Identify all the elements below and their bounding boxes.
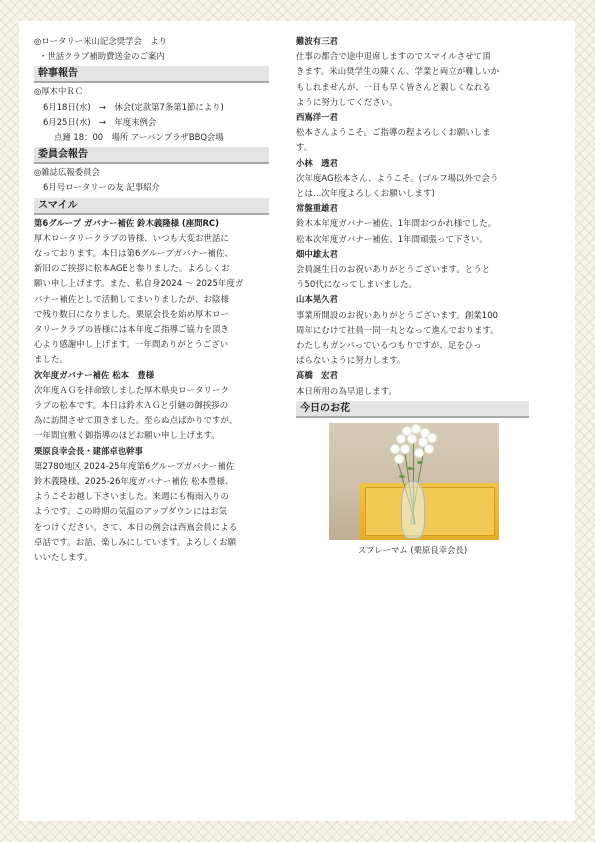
secretary-line: 6月18日(水) → 休会(定款第7条第1節により) — [43, 101, 224, 112]
smile-entry-text: 次年度ＡＧを拝命致しました厚木県央ロータリーク ラブの松本です。本日は鈴木ＡＧと引継の御挨拶の 為に訪問させて頂きました。至らぬ点ばかりですが、 一年間宜敷く御指導のほどお願い申し上げます。 — [34, 384, 238, 441]
flower-bloom — [412, 425, 420, 433]
intro-line: ◎ロータリー米山記念奨学会 より — [34, 36, 167, 46]
left-column — [34, 34, 269, 565]
committee-line: 6月号ロータリーの友 記事紹介 — [43, 182, 160, 193]
smile-entry-text: 第2780地区 2024-25年度第6グループガバナー補佐 鈴木義隆様、2025-26年度ガバナー補佐 松本豊様、 ようこそお越し下さいました。来週にも梅雨入りの ようです。この時期の気温のアップダウンにはお気 をつけください。さて、本日の例会は西嶌会員による 卓話です。お話、楽しみにしています。よろしくお願 いいたします。 — [34, 460, 238, 563]
smile-entry-text: 鈴木本年度ガバナー補佐、1年間おつかれ様でした。 松本次年度ガバナー補佐、1年間頑張って下さい。 — [296, 218, 497, 244]
smile-entry-text: 松本さんようこそ。ご指導の程よろしくお願いしま す。 — [296, 127, 491, 153]
section-heading-secretary: 幹事報告 — [34, 66, 269, 83]
smile-entry-name: 小林 透君 — [296, 157, 338, 168]
flower-bloom — [425, 445, 433, 453]
smile-entry-name: 次年度ガバナー補佐 松本 豊様 — [34, 369, 155, 380]
flower-bloom — [428, 434, 436, 442]
section-heading-flower: 今日のお花 — [296, 401, 529, 418]
flower-bloom — [395, 455, 403, 463]
smile-entry-name: 第6グループ ガバナー補佐 鈴木義隆様 (座間RC) — [34, 217, 219, 228]
section-heading-committee: 委員会報告 — [34, 147, 269, 164]
smile-entry-text: 事業所開設のお祝いありがとうございます。創業100 周年にむけて社員一同一丸となって進んでおります。 わたしもガンバっているつもりですが、足をひっ ぱらないように努力します。 — [296, 309, 499, 366]
smile-entry-name: 栗原良幸会長・建部卓也幹事 — [34, 445, 143, 456]
smile-entry-text: 会員誕生日のお祝いありがとうございます。とうと う50代になってしまいました。 — [296, 264, 491, 290]
flower-bloom — [401, 445, 409, 453]
flower-bloom — [415, 449, 423, 457]
flower-leaf — [417, 461, 423, 464]
secretary-line: 6月25日(水) → 年度末例会 — [43, 116, 157, 127]
smile-entry-name: 畑中雄太君 — [296, 248, 338, 259]
flower-bloom — [391, 445, 399, 453]
section-heading-smile: スマイル — [34, 198, 269, 215]
smile-entry-name: 西嶌洋一君 — [296, 112, 338, 123]
flower-leaf — [407, 467, 413, 470]
right-column — [296, 34, 529, 558]
secretary-club: ◎厚木中ＲＣ — [34, 86, 84, 97]
flower-bloom — [408, 435, 416, 443]
flower-photo — [329, 423, 499, 540]
intro-line: ・世話クラブ補助費送金のご案内 — [39, 51, 165, 62]
smile-entry-text: 仕事の都合で途中退席しますのでスマイルさせて頂 きます。米山奨学生の陳くん、学業と両立が難しいか もしれませんが、一日も早く皆さんと親しくなれる ように努力してください。 — [296, 51, 500, 107]
flower-bloom — [403, 427, 411, 435]
smile-entry-name: 常盤重雄君 — [296, 203, 338, 214]
flower-caption: スプレーマム (栗原良幸会長) — [357, 544, 468, 555]
smile-entry-name: 髙橋 宏君 — [296, 370, 338, 381]
newsletter-page — [19, 21, 575, 821]
smile-entry-text: 次年度AG松本さん、ようこそ。(ゴルフ場以外で会う とは…次年度よろしくお願いします) — [296, 172, 499, 199]
photo-tray-inner — [365, 487, 495, 536]
vase — [401, 481, 425, 539]
smile-entry-name: 難波有三君 — [296, 36, 338, 46]
smile-entry-name: 山本晃久君 — [296, 294, 338, 305]
smile-entry-text: 本日所用の為早退します。 — [296, 385, 398, 396]
committee-title: ◎雑誌広報委員会 — [34, 167, 100, 178]
flower-bloom — [397, 435, 405, 443]
secretary-line: 点鐘 18：00 場所 アーバンプラザBBQ会場 — [54, 132, 224, 143]
smile-entry-text: 厚木ロータリークラブの皆様、いつも大変お世話に なっております。本日は第6グループガバナー補佐、 新旧のご挨拶に松本AGEと参りました。よろしくお 願い申し上げます。また、私自身2024 ～ 2025年度ガ バナー補佐として活動してまいりましたが、お陰様 で残り数日になりました。栗原会長を始め厚木ロー タリークラブの皆様には本年度ご指導ご協力を頂き 心より感謝申し上げます。一年間ありがとうござい ました。 — [34, 232, 244, 365]
flower-leaf — [399, 475, 405, 478]
